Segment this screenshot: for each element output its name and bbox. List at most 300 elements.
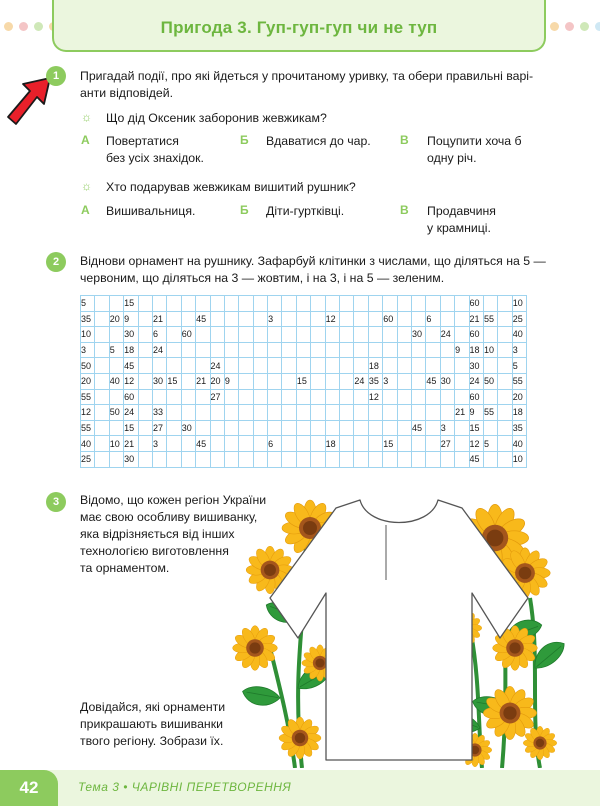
grid-cell[interactable]: 60 [469, 327, 483, 343]
grid-cell[interactable]: 24 [440, 327, 454, 343]
grid-cell[interactable] [95, 296, 109, 312]
grid-cell[interactable]: 18 [512, 405, 526, 421]
grid-cell[interactable] [268, 389, 282, 405]
grid-cell[interactable] [95, 373, 109, 389]
grid-cell[interactable] [296, 358, 310, 374]
grid-cell[interactable] [383, 405, 397, 421]
grid-cell[interactable] [196, 358, 210, 374]
grid-cell[interactable] [167, 436, 181, 452]
grid-cell[interactable] [483, 451, 497, 467]
grid-cell[interactable]: 6 [152, 327, 166, 343]
grid-cell[interactable] [397, 327, 411, 343]
grid-cell[interactable] [311, 327, 325, 343]
grid-cell[interactable] [196, 327, 210, 343]
grid-cell[interactable] [383, 342, 397, 358]
grid-cell[interactable]: 35 [512, 420, 526, 436]
grid-cell[interactable] [109, 451, 123, 467]
grid-cell[interactable] [167, 405, 181, 421]
grid-cell[interactable]: 9 [455, 342, 469, 358]
grid-cell[interactable] [397, 373, 411, 389]
grid-cell[interactable] [282, 342, 296, 358]
grid-cell[interactable]: 12 [469, 436, 483, 452]
grid-cell[interactable]: 30 [440, 373, 454, 389]
grid-cell[interactable]: 45 [124, 358, 138, 374]
grid-cell[interactable]: 10 [512, 296, 526, 312]
grid-cell[interactable] [340, 451, 354, 467]
grid-cell[interactable] [498, 342, 512, 358]
grid-cell[interactable]: 24 [124, 405, 138, 421]
grid-cell[interactable] [296, 296, 310, 312]
grid-cell[interactable]: 10 [109, 436, 123, 452]
grid-cell[interactable]: 24 [210, 358, 224, 374]
grid-cell[interactable] [253, 327, 267, 343]
grid-cell[interactable] [268, 405, 282, 421]
grid-cell[interactable] [296, 451, 310, 467]
grid-cell[interactable] [340, 311, 354, 327]
grid-cell[interactable] [383, 358, 397, 374]
grid-cell[interactable] [340, 405, 354, 421]
grid-cell[interactable] [426, 342, 440, 358]
grid-cell[interactable] [498, 327, 512, 343]
grid-cell[interactable] [440, 311, 454, 327]
grid-cell[interactable] [411, 436, 425, 452]
grid-cell[interactable] [239, 436, 253, 452]
grid-cell[interactable] [239, 389, 253, 405]
grid-cell[interactable]: 40 [109, 373, 123, 389]
grid-cell[interactable] [455, 358, 469, 374]
grid-cell[interactable] [325, 358, 339, 374]
grid-cell[interactable] [268, 342, 282, 358]
grid-cell[interactable] [253, 405, 267, 421]
grid-cell[interactable]: 6 [426, 311, 440, 327]
grid-cell[interactable] [282, 296, 296, 312]
grid-cell[interactable]: 3 [268, 311, 282, 327]
grid-cell[interactable] [354, 296, 368, 312]
grid-cell[interactable] [311, 451, 325, 467]
grid-cell[interactable]: 12 [368, 389, 382, 405]
grid-cell[interactable]: 27 [152, 420, 166, 436]
grid-cell[interactable]: 12 [81, 405, 95, 421]
grid-cell[interactable] [325, 327, 339, 343]
grid-cell[interactable] [296, 311, 310, 327]
grid-cell[interactable] [152, 389, 166, 405]
grid-cell[interactable] [368, 451, 382, 467]
grid-cell[interactable]: 15 [296, 373, 310, 389]
grid-cell[interactable] [325, 342, 339, 358]
grid-cell[interactable] [138, 311, 152, 327]
grid-cell[interactable] [498, 389, 512, 405]
grid-cell[interactable] [224, 389, 238, 405]
grid-cell[interactable] [282, 311, 296, 327]
grid-cell[interactable] [224, 342, 238, 358]
grid-cell[interactable] [152, 451, 166, 467]
grid-cell[interactable] [440, 358, 454, 374]
grid-cell[interactable] [282, 373, 296, 389]
grid-cell[interactable]: 45 [411, 420, 425, 436]
grid-cell[interactable] [210, 436, 224, 452]
grid-cell[interactable]: 24 [354, 373, 368, 389]
grid-cell[interactable] [253, 451, 267, 467]
grid-cell[interactable] [196, 405, 210, 421]
grid-cell[interactable] [95, 358, 109, 374]
grid-cell[interactable] [282, 420, 296, 436]
grid-cell[interactable]: 30 [411, 327, 425, 343]
grid-cell[interactable] [282, 405, 296, 421]
grid-cell[interactable] [167, 311, 181, 327]
grid-cell[interactable] [455, 420, 469, 436]
grid-cell[interactable]: 60 [383, 311, 397, 327]
grid-cell[interactable] [325, 451, 339, 467]
grid-cell[interactable] [181, 451, 195, 467]
grid-cell[interactable] [181, 405, 195, 421]
grid-cell[interactable] [455, 296, 469, 312]
grid-cell[interactable] [109, 358, 123, 374]
grid-cell[interactable] [239, 327, 253, 343]
grid-cell[interactable] [167, 296, 181, 312]
grid-cell[interactable] [138, 436, 152, 452]
grid-cell[interactable] [440, 389, 454, 405]
grid-cell[interactable] [224, 311, 238, 327]
grid-cell[interactable]: 18 [368, 358, 382, 374]
grid-cell[interactable] [354, 342, 368, 358]
grid-cell[interactable]: 60 [181, 327, 195, 343]
grid-cell[interactable]: 9 [469, 405, 483, 421]
grid-cell[interactable]: 55 [81, 420, 95, 436]
grid-cell[interactable]: 15 [383, 436, 397, 452]
grid-cell[interactable]: 40 [81, 436, 95, 452]
grid-cell[interactable] [325, 296, 339, 312]
grid-cell[interactable]: 33 [152, 405, 166, 421]
grid-cell[interactable] [354, 389, 368, 405]
grid-cell[interactable] [340, 373, 354, 389]
grid-cell[interactable] [167, 389, 181, 405]
grid-cell[interactable]: 30 [152, 373, 166, 389]
grid-cell[interactable] [368, 296, 382, 312]
grid-cell[interactable] [311, 311, 325, 327]
grid-cell[interactable] [239, 342, 253, 358]
grid-cell[interactable] [253, 420, 267, 436]
grid-cell[interactable] [253, 342, 267, 358]
grid-cell[interactable]: 3 [152, 436, 166, 452]
grid-cell[interactable] [354, 420, 368, 436]
grid-cell[interactable]: 20 [81, 373, 95, 389]
grid-cell[interactable] [253, 373, 267, 389]
grid-cell[interactable] [340, 327, 354, 343]
grid-cell[interactable] [109, 389, 123, 405]
grid-cell[interactable] [368, 342, 382, 358]
grid-cell[interactable]: 60 [469, 389, 483, 405]
grid-cell[interactable] [483, 389, 497, 405]
grid-cell[interactable] [498, 405, 512, 421]
grid-cell[interactable] [282, 436, 296, 452]
grid-cell[interactable] [224, 451, 238, 467]
grid-cell[interactable] [138, 342, 152, 358]
grid-cell[interactable] [383, 327, 397, 343]
grid-cell[interactable]: 18 [124, 342, 138, 358]
grid-cell[interactable]: 20 [109, 311, 123, 327]
grid-cell[interactable]: 10 [81, 327, 95, 343]
grid-cell[interactable] [282, 389, 296, 405]
grid-cell[interactable] [239, 420, 253, 436]
q1-option-a[interactable] [106, 133, 204, 167]
grid-cell[interactable] [440, 342, 454, 358]
grid-cell[interactable]: 55 [512, 373, 526, 389]
grid-cell[interactable] [340, 342, 354, 358]
grid-cell[interactable] [340, 436, 354, 452]
grid-cell[interactable] [440, 451, 454, 467]
grid-cell[interactable] [411, 389, 425, 405]
grid-cell[interactable] [224, 327, 238, 343]
grid-cell[interactable] [109, 327, 123, 343]
grid-cell[interactable] [397, 358, 411, 374]
grid-cell[interactable]: 25 [81, 451, 95, 467]
grid-cell[interactable] [498, 373, 512, 389]
grid-cell[interactable] [311, 373, 325, 389]
q2-option-b[interactable] [266, 203, 344, 220]
grid-cell[interactable] [325, 373, 339, 389]
grid-cell[interactable] [383, 389, 397, 405]
grid-cell[interactable] [268, 420, 282, 436]
grid-cell[interactable] [411, 405, 425, 421]
grid-cell[interactable] [311, 420, 325, 436]
grid-cell[interactable] [224, 296, 238, 312]
grid-cell[interactable] [196, 296, 210, 312]
grid-cell[interactable] [210, 405, 224, 421]
grid-cell[interactable] [95, 311, 109, 327]
grid-cell[interactable] [498, 358, 512, 374]
grid-cell[interactable] [224, 420, 238, 436]
grid-cell[interactable] [498, 311, 512, 327]
grid-cell[interactable] [311, 358, 325, 374]
grid-cell[interactable] [95, 405, 109, 421]
grid-cell[interactable] [152, 296, 166, 312]
grid-cell[interactable] [483, 420, 497, 436]
grid-cell[interactable] [483, 327, 497, 343]
grid-cell[interactable] [325, 389, 339, 405]
grid-cell[interactable] [354, 405, 368, 421]
grid-cell[interactable] [397, 451, 411, 467]
grid-cell[interactable] [210, 296, 224, 312]
grid-cell[interactable] [282, 358, 296, 374]
grid-cell[interactable] [383, 451, 397, 467]
grid-cell[interactable] [426, 436, 440, 452]
grid-cell[interactable]: 30 [469, 358, 483, 374]
grid-cell[interactable] [340, 420, 354, 436]
grid-cell[interactable]: 3 [81, 342, 95, 358]
grid-cell[interactable] [152, 358, 166, 374]
grid-cell[interactable] [411, 296, 425, 312]
grid-cell[interactable]: 35 [368, 373, 382, 389]
grid-cell[interactable]: 55 [81, 389, 95, 405]
grid-cell[interactable]: 20 [210, 373, 224, 389]
grid-cell[interactable] [498, 296, 512, 312]
grid-cell[interactable]: 35 [81, 311, 95, 327]
grid-cell[interactable] [397, 296, 411, 312]
grid-cell[interactable] [268, 373, 282, 389]
grid-cell[interactable] [325, 405, 339, 421]
grid-cell[interactable] [296, 327, 310, 343]
q1-option-v[interactable] [427, 133, 522, 167]
grid-cell[interactable]: 15 [469, 420, 483, 436]
grid-cell[interactable] [311, 436, 325, 452]
grid-cell[interactable] [354, 311, 368, 327]
grid-cell[interactable] [268, 358, 282, 374]
grid-cell[interactable]: 40 [512, 436, 526, 452]
grid-cell[interactable] [296, 389, 310, 405]
grid-cell[interactable] [239, 296, 253, 312]
grid-cell[interactable]: 24 [469, 373, 483, 389]
grid-cell[interactable] [181, 311, 195, 327]
grid-cell[interactable] [411, 342, 425, 358]
grid-cell[interactable] [224, 436, 238, 452]
grid-cell[interactable] [411, 451, 425, 467]
grid-cell[interactable] [483, 358, 497, 374]
grid-cell[interactable] [440, 296, 454, 312]
grid-cell[interactable]: 3 [383, 373, 397, 389]
grid-cell[interactable] [383, 420, 397, 436]
grid-cell[interactable] [368, 420, 382, 436]
grid-cell[interactable] [354, 327, 368, 343]
grid-cell[interactable] [167, 358, 181, 374]
grid-cell[interactable] [455, 373, 469, 389]
grid-cell[interactable] [498, 420, 512, 436]
grid-cell[interactable]: 45 [426, 373, 440, 389]
grid-cell[interactable]: 50 [109, 405, 123, 421]
grid-cell[interactable] [210, 451, 224, 467]
grid-cell[interactable] [167, 451, 181, 467]
grid-cell[interactable] [325, 420, 339, 436]
grid-cell[interactable] [411, 373, 425, 389]
grid-cell[interactable]: 5 [512, 358, 526, 374]
grid-cell[interactable] [95, 436, 109, 452]
grid-cell[interactable]: 50 [81, 358, 95, 374]
grid-cell[interactable]: 50 [483, 373, 497, 389]
grid-cell[interactable] [354, 451, 368, 467]
grid-cell[interactable] [268, 327, 282, 343]
grid-cell[interactable] [455, 389, 469, 405]
grid-cell[interactable] [397, 342, 411, 358]
grid-cell[interactable] [311, 342, 325, 358]
grid-cell[interactable]: 27 [210, 389, 224, 405]
grid-cell[interactable]: 21 [152, 311, 166, 327]
grid-cell[interactable] [340, 296, 354, 312]
grid-cell[interactable] [138, 405, 152, 421]
grid-cell[interactable]: 10 [483, 342, 497, 358]
grid-cell[interactable]: 45 [196, 436, 210, 452]
grid-cell[interactable] [196, 389, 210, 405]
grid-cell[interactable] [167, 327, 181, 343]
grid-cell[interactable] [138, 296, 152, 312]
grid-cell[interactable] [210, 327, 224, 343]
grid-cell[interactable]: 3 [512, 342, 526, 358]
grid-cell[interactable] [426, 451, 440, 467]
grid-cell[interactable] [426, 389, 440, 405]
grid-cell[interactable]: 55 [483, 311, 497, 327]
grid-cell[interactable] [167, 342, 181, 358]
grid-cell[interactable] [196, 342, 210, 358]
grid-cell[interactable] [498, 436, 512, 452]
grid-cell[interactable] [340, 358, 354, 374]
grid-cell[interactable] [483, 296, 497, 312]
grid-cell[interactable]: 9 [224, 373, 238, 389]
grid-cell[interactable]: 60 [469, 296, 483, 312]
grid-cell[interactable] [95, 327, 109, 343]
q2-option-v[interactable] [427, 203, 496, 237]
grid-cell[interactable] [109, 296, 123, 312]
grid-cell[interactable]: 9 [124, 311, 138, 327]
grid-cell[interactable]: 21 [196, 373, 210, 389]
grid-cell[interactable] [95, 451, 109, 467]
grid-cell[interactable] [368, 311, 382, 327]
grid-cell[interactable] [95, 420, 109, 436]
grid-cell[interactable] [455, 451, 469, 467]
grid-cell[interactable] [340, 389, 354, 405]
grid-cell[interactable] [138, 358, 152, 374]
grid-cell[interactable]: 15 [124, 296, 138, 312]
grid-cell[interactable]: 21 [455, 405, 469, 421]
grid-cell[interactable] [239, 451, 253, 467]
grid-cell[interactable] [95, 389, 109, 405]
grid-cell[interactable] [397, 405, 411, 421]
grid-cell[interactable] [455, 327, 469, 343]
grid-cell[interactable] [296, 342, 310, 358]
grid-cell[interactable] [383, 296, 397, 312]
grid-cell[interactable] [181, 342, 195, 358]
grid-cell[interactable] [268, 296, 282, 312]
grid-cell[interactable] [426, 405, 440, 421]
grid-cell[interactable]: 10 [512, 451, 526, 467]
grid-cell[interactable]: 30 [124, 327, 138, 343]
grid-cell[interactable]: 5 [109, 342, 123, 358]
grid-cell[interactable]: 30 [181, 420, 195, 436]
grid-cell[interactable]: 5 [483, 436, 497, 452]
grid-cell[interactable] [296, 405, 310, 421]
grid-cell[interactable]: 40 [512, 327, 526, 343]
grid-cell[interactable] [311, 296, 325, 312]
grid-cell[interactable]: 15 [167, 373, 181, 389]
grid-cell[interactable] [368, 327, 382, 343]
grid-cell[interactable] [210, 342, 224, 358]
grid-cell[interactable]: 25 [512, 311, 526, 327]
grid-cell[interactable]: 3 [440, 420, 454, 436]
grid-cell[interactable] [368, 405, 382, 421]
grid-cell[interactable] [296, 436, 310, 452]
grid-cell[interactable]: 21 [124, 436, 138, 452]
grid-cell[interactable]: 18 [469, 342, 483, 358]
grid-cell[interactable] [181, 358, 195, 374]
grid-cell[interactable] [411, 358, 425, 374]
grid-cell[interactable]: 18 [325, 436, 339, 452]
grid-cell[interactable] [455, 436, 469, 452]
grid-cell[interactable] [210, 311, 224, 327]
grid-cell[interactable] [167, 420, 181, 436]
grid-cell[interactable] [210, 420, 224, 436]
grid-cell[interactable] [253, 358, 267, 374]
grid-cell[interactable] [138, 373, 152, 389]
grid-cell[interactable] [426, 358, 440, 374]
grid-cell[interactable] [253, 296, 267, 312]
grid-cell[interactable] [181, 296, 195, 312]
grid-cell[interactable] [268, 451, 282, 467]
grid-cell[interactable] [224, 358, 238, 374]
grid-cell[interactable] [196, 451, 210, 467]
grid-cell[interactable]: 5 [81, 296, 95, 312]
grid-cell[interactable] [455, 311, 469, 327]
grid-cell[interactable]: 60 [124, 389, 138, 405]
grid-cell[interactable] [397, 420, 411, 436]
grid-cell[interactable] [239, 358, 253, 374]
grid-cell[interactable] [282, 451, 296, 467]
